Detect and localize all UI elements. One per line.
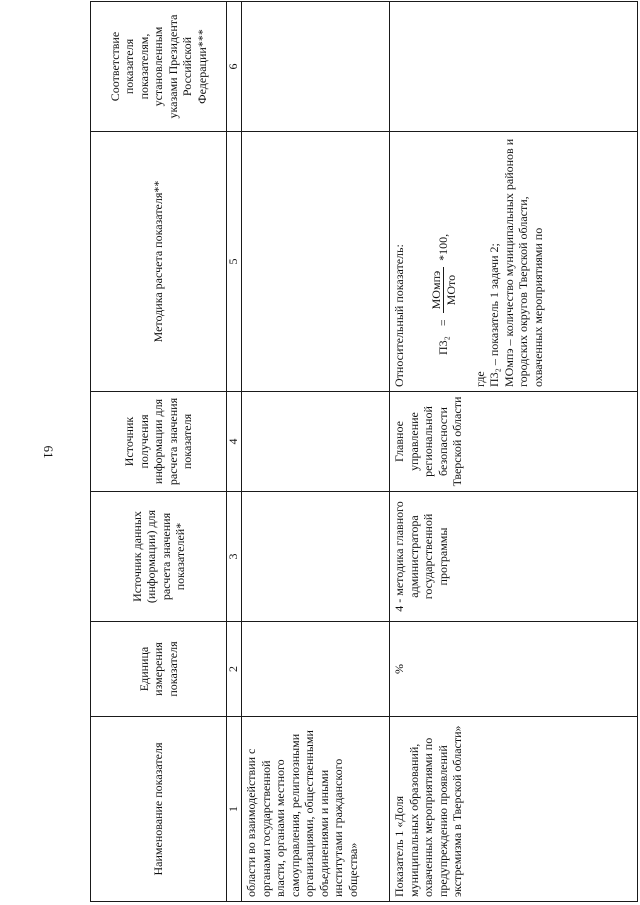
column-number: 2	[227, 622, 242, 717]
formula-lhs: П3₂	[436, 336, 451, 355]
column-number: 5	[227, 132, 242, 392]
indicator-table	[90, 1, 638, 902]
header-method: Методика расчета показателя**	[91, 132, 227, 392]
header-compliance: Соответствие показателя показателям, установленным указами Президента Российской Федерации***	[91, 2, 227, 132]
indicator-data-source: 4 - методика главного администратора государственной программы	[390, 492, 638, 622]
column-number-row	[227, 2, 242, 902]
empty-cell	[242, 2, 390, 132]
method-line-1: П3₂ – показатель 1 задачи 2;	[487, 243, 501, 387]
method-intro: Относительный показатель:	[392, 244, 406, 387]
empty-cell	[242, 492, 390, 622]
formula-numerator: МОмпэ	[429, 267, 445, 314]
formula-fraction	[429, 267, 459, 314]
column-number: 4	[227, 392, 242, 492]
column-number: 6	[227, 2, 242, 132]
indicator-name: Показатель 1 «Доля муниципальных образований, охваченных мероприятиями по предупреждению проявлений экстремизма в Тверской области»	[390, 717, 638, 902]
empty-cell	[242, 622, 390, 717]
indicator-info-source: Главное управление региональной безопасности Тверской области	[390, 392, 638, 492]
formula-equals: =	[436, 319, 451, 327]
empty-cell	[242, 132, 390, 392]
header-data-source: Источник данных (информации) для расчета значения показателей*	[91, 492, 227, 622]
continuation-text: области во взаимодействии с органами государственной власти, органами местного самоуправления, религиозными организациями, общественными объединениями и иными институтами гражданского общества»	[242, 717, 390, 902]
column-number: 3	[227, 492, 242, 622]
method-line-2: МОмпэ – количество муниципальных районов и городских округов Тверской области, охваченных мероприятиями по	[501, 138, 545, 387]
formula-denominator: МОто	[444, 274, 458, 306]
indicator-unit: %	[390, 622, 638, 717]
method-where: где	[472, 371, 487, 387]
column-number: 1	[227, 717, 242, 902]
page-number: 61	[41, 445, 56, 459]
table-row-indicator	[390, 2, 638, 902]
empty-cell	[390, 2, 638, 132]
header-info-source: Источник получения информации для расчета значения показателя	[91, 392, 227, 492]
indicator-table-wrapper	[90, 2, 638, 902]
header-unit: Единица измерения показателя	[91, 622, 227, 717]
empty-cell	[242, 392, 390, 492]
table-row-continuation	[242, 2, 390, 902]
method-formula	[429, 136, 459, 355]
table-header-row	[91, 2, 227, 902]
indicator-method	[390, 132, 638, 392]
formula-multiplier: *100,	[436, 233, 451, 261]
header-indicator-name: Наименование показателя	[91, 717, 227, 902]
